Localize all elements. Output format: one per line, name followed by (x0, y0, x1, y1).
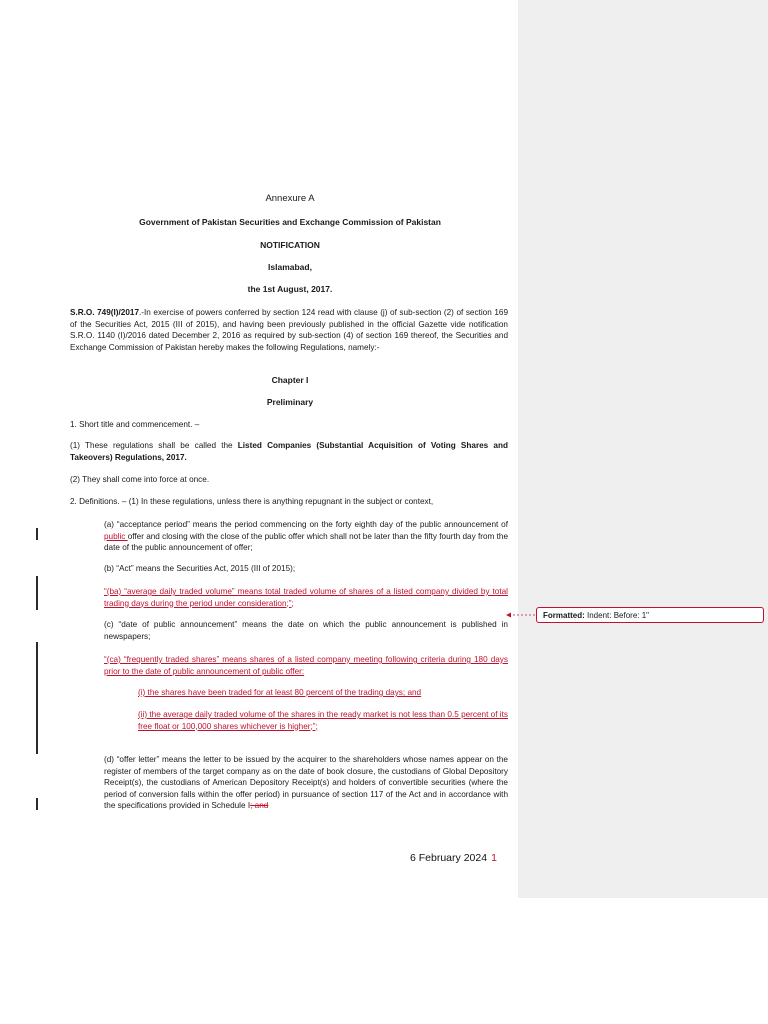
preamble-paragraph (70, 307, 508, 353)
definition-d-text: (d) “offer letter” means the letter to be issued by the acquirer to the shareholders whose names appear on the register of members of the target company as on the date of book closure, the custodians of Global Depository Receipt(s), the custodians of American Depository Receipt(s) and holders of convertible securities (where the period of conversion falls within the offer period) in pursuance of section 117 of the Act and in accordance with the specifications provided in Schedule I (104, 755, 508, 810)
definition-ca-i-inserted: (i) the shares have been traded for at least 80 percent of the trading days; and (138, 688, 422, 697)
section-1-1-text: (1) These regulations shall be called the (70, 441, 238, 450)
government-heading: Government of Pakistan Securities and Exchange Commission of Pakistan (139, 217, 441, 227)
place-heading: Islamabad, (268, 262, 312, 272)
definition-ca-ii-inserted: (ii) the average daily traded volume of the shares in the ready market is not less than 0.5 percent of its free float or 100,000 shares whichever is higher;”; (138, 710, 508, 731)
comment-text: Indent: Before: 1" (584, 611, 649, 620)
comment-label: Formatted: (543, 611, 585, 620)
formatting-comment-balloon[interactable] (536, 607, 764, 623)
notification-heading: NOTIFICATION (260, 240, 320, 250)
definition-a (104, 519, 508, 554)
definition-c: (c) “date of public announcement” means the date on which the public announcement is published in newspapers; (104, 620, 508, 641)
short-title-heading: 1. Short title and commencement. – (70, 420, 200, 429)
change-bar (36, 642, 38, 754)
definition-b: (b) “Act” means the Securities Act, 2015 (III of 2015); (104, 564, 296, 573)
chapter-title: Preliminary (266, 397, 314, 407)
chapter-number: Chapter I (271, 375, 309, 385)
page-number: 1 (491, 852, 497, 864)
definition-d (104, 754, 508, 812)
annexure-title: Annexure A (265, 193, 315, 204)
change-bar (36, 528, 38, 540)
inserted-text: public (104, 531, 128, 541)
definition-a-text-cont: offer and closing with the close of the public offer which shall not be later than the fifty fourth day from the date of the public announcement of offer; (104, 531, 509, 552)
date-heading: the 1st August, 2017. (247, 284, 333, 294)
change-bar (36, 798, 38, 810)
section-1-2: (2) They shall come into force at once. (70, 475, 210, 484)
deleted-text: ; and (250, 801, 269, 810)
definition-ba-inserted: “(ba) “average daily traded volume” means total traded volume of shares of a listed company divided by total trading days during the period under consideration;”; (104, 587, 508, 608)
definition-ca-inserted: “(ca) “frequently traded shares” means shares of a listed company meeting following criteria during 180 days prior to the date of public announcement of public offer: (104, 655, 508, 676)
sro-number: S.R.O. 749(I)/2017 (70, 308, 140, 317)
regulations-name: Listed Companies (Substantial Acquisition of Voting Shares and Takeovers) Regulations, 2017. (70, 441, 508, 462)
definitions-heading: 2. Definitions. – (1) In these regulations, unless there is anything repugnant in the subject or context, (70, 497, 434, 506)
preamble-text: .-In exercise of powers conferred by section 124 read with clause (j) of sub-section (2) of section 169 of the Securities Act, 2015 (III of 2015), and having been previously published in the official Gazette vide notification S.R.O. 1140 (I)/2016 dated December 2, 2016 as required by sub-section (4) of section 169 thereof, the Securities and Exchange Commission of Pakistan hereby makes the following Regulations, namely:- (70, 308, 508, 352)
footer-date: 6 February 2024 (410, 852, 488, 864)
section-1-1 (70, 440, 508, 463)
change-bar (36, 576, 38, 610)
definition-a-text: (a) “acceptance period” means the period commencing on the forty eighth day of the public announcement of (104, 520, 508, 529)
markup-pane (518, 0, 768, 898)
page-footer (410, 852, 497, 864)
